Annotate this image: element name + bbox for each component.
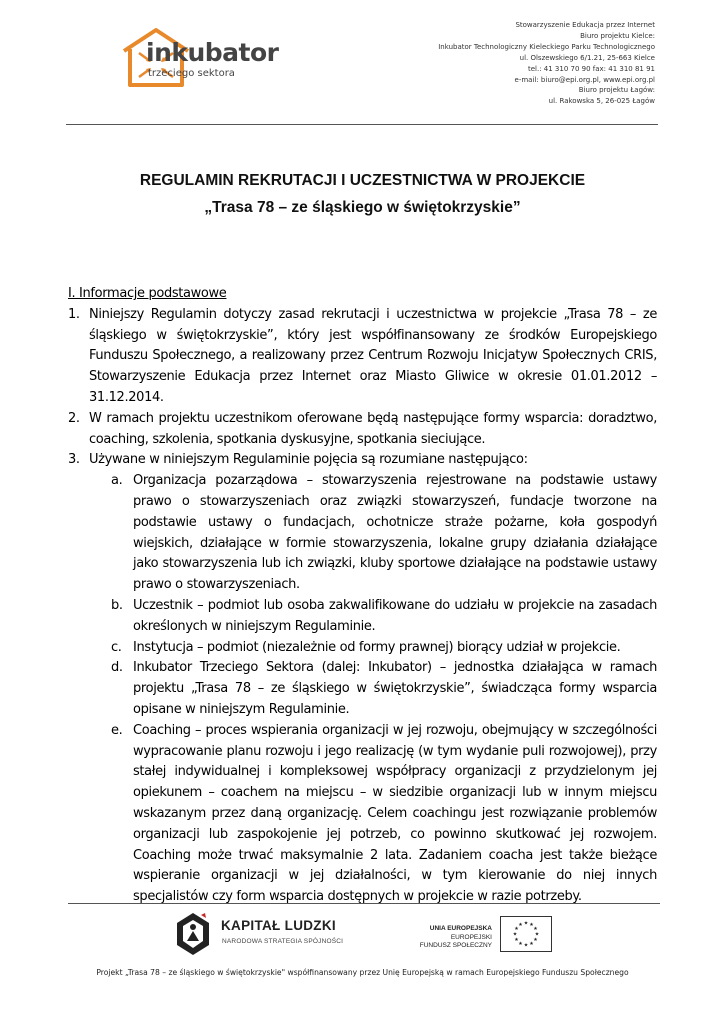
definition-text: Organizacja pozarządowa – stowarzyszenia rejestrowane na podstawie ustawy prawo o stowarzyszeniach oraz związki stowarzyszeń, fundacje tworzone na podstawie ustawy o fundacjach, ochotnicze straże pożarne, koła gospodyń wiejskich, działające w formie stowarzyszenia, lokalne grupy działania działające jako stowarzyszenia lub ich związki, kluby sportowe działające na podstawie ustawy prawo o stowarzyszeniach. — [133, 473, 657, 593]
kapital-ludzki-logo-icon — [175, 911, 211, 957]
item-text: W ramach projektu uczestnikom oferowane będą następujące formy wsparcia: doradztwo, coaching, szkolenia, spotkania dyskusyjne, spotkania sieciujące. — [89, 410, 657, 447]
section-heading: I. Informacje podstawowe — [68, 286, 227, 301]
address-line: ul. Rakowska 5, 26-025 Łagów — [548, 97, 655, 106]
eu-label — [392, 925, 492, 951]
eu-star-icon: ★ — [512, 931, 518, 938]
numbered-item — [68, 409, 657, 451]
project-name: „Trasa 78 – ze śląskiego w świętokrzyskie” — [204, 199, 521, 216]
eu-star-icon: ★ — [529, 922, 534, 928]
item-text: Niniejszy Regulamin dotyczy zasad rekrutacji i uczestnictwa w projekcie „Trasa 78 – ze śląskiego w świętokrzyskie”, który jest współfinansowany ze środków Europejskiego Funduszu Społecznego, a realizowany przez Centrum Rozwoju Inicjatyw Społecznych CRIS, Stowarzyszenie Edukacja przez Internet oraz Miasto Gliwice w okresie 01.01.2012 – 31.12.2014. — [89, 306, 657, 405]
address-line: Stowarzyszenie Edukacja przez Internet — [515, 21, 655, 29]
header-divider — [66, 124, 658, 125]
definition-letter: b. — [111, 597, 123, 613]
item-number: 2. — [68, 410, 80, 426]
kapital-ludzki-title: KAPITAŁ LUDZKI — [221, 918, 336, 933]
eu-label-line: UNIA EUROPEJSKA — [429, 925, 492, 932]
definition-letter: d. — [111, 660, 123, 676]
address-line: Inkubator Technologiczny Kieleckiego Parku Technologicznego — [438, 42, 655, 51]
definition-item — [68, 471, 657, 596]
address-line: Biuro projektu Łagów: — [578, 86, 655, 95]
address-line: tel.: 41 310 70 90 fax: 41 310 81 91 — [527, 64, 655, 73]
eu-label-line: EUROPEJSKI — [450, 933, 492, 941]
item-number: 3. — [68, 452, 80, 468]
item-text: Używane w niniejszym Regulaminie pojęcia są rozumiane następująco: — [89, 452, 528, 468]
eu-star-icon: ★ — [534, 931, 540, 938]
definition-text: Coaching – proces wspierania organizacji w jej rozwoju, obejmujący w szczególności wypracowanie planu rozwoju i jego realizację (w tym wydanie puli rozwojowej), przy stałej indywidualnej i kompleksowej współpracy organizacji z przydzielonym jej opiekunem – coachem na miejscu – w siedzibie organizacji lub w innym miejscu wskazanym przez daną organizację. Celem coachingu jest rozwiązanie problemów organizacji lub zaspokojenie jej potrzeb, co powinno skutkować jej rozwojem. Coaching może trwać maksymalnie 2 lata. Zadaniem coacha jest także bieżące wspieranie organizacji w jej działalności, w tym kierowanie do niej innych specjalistów czy form wsparcia dostępnych w projekcie w razie potrzeby. — [133, 722, 657, 905]
eu-label-line: FUNDUSZ SPOŁECZNY — [419, 942, 492, 949]
numbered-item — [68, 305, 657, 409]
eu-star-icon: ★ — [533, 926, 538, 932]
address-line: ul. Olszewskiego 6/1.21, 25-663 Kielce — [519, 53, 655, 62]
definition-item — [68, 658, 657, 720]
numbered-item — [68, 450, 657, 471]
definition-text: Inkubator Trzeciego Sektora (dalej: Inkubator) – jednostka działająca w ramach projektu „Trasa 78 – ze śląskiego w świętokrzyskie”, świadcząca formy wsparcia opisane w niniejszym Regulaminie. — [133, 660, 657, 717]
footer-note: Projekt „Trasa 78 – ze śląskiego w świętokrzyskie" współfinansowany przez Unię Europejską w ramach Europejskiego Funduszu Społecznego — [96, 968, 629, 977]
organization-address — [438, 20, 655, 107]
logo-subtitle: trzeciego sektora — [148, 68, 235, 79]
eu-star-icon: ★ — [523, 920, 529, 927]
logo-wordmark: inkubator — [146, 38, 279, 67]
eu-star-icon: ★ — [523, 942, 529, 949]
address-line: e-mail: biuro@epi.org.pl, www.epi.org.pl — [514, 75, 655, 84]
definition-letter: e. — [111, 722, 123, 738]
definition-letter: a. — [111, 473, 123, 489]
eu-flag-icon — [500, 916, 552, 952]
eu-star-icon: ★ — [533, 937, 538, 943]
address-line: Biuro projektu Kielce: — [580, 31, 655, 40]
definition-letter: c. — [111, 639, 122, 655]
definition-text: Instytucja – podmiot (niezależnie od formy prawnej) biorący udział w projekcie. — [133, 639, 621, 655]
footer-divider — [68, 903, 660, 904]
item-number: 1. — [68, 306, 80, 322]
eu-star-icon: ★ — [518, 941, 523, 947]
definition-text: Uczestnik – podmiot lub osoba zakwalifikowane do udziału w projekcie na zasadach określonych w niniejszym Regulaminie. — [133, 597, 657, 634]
document-title: REGULAMIN REKRUTACJI I UCZESTNICTWA W PROJEKCIE — [139, 172, 586, 189]
definition-item — [68, 596, 657, 638]
definition-item — [68, 638, 657, 659]
eu-star-icon: ★ — [514, 937, 519, 943]
definition-item — [68, 721, 657, 908]
kapital-ludzki-subtitle: NARODOWA STRATEGIA SPÓJNOŚCI — [222, 938, 344, 945]
eu-star-icon: ★ — [518, 922, 523, 928]
document-body — [68, 284, 657, 908]
eu-star-icon: ★ — [514, 926, 519, 932]
eu-star-icon: ★ — [529, 941, 534, 947]
